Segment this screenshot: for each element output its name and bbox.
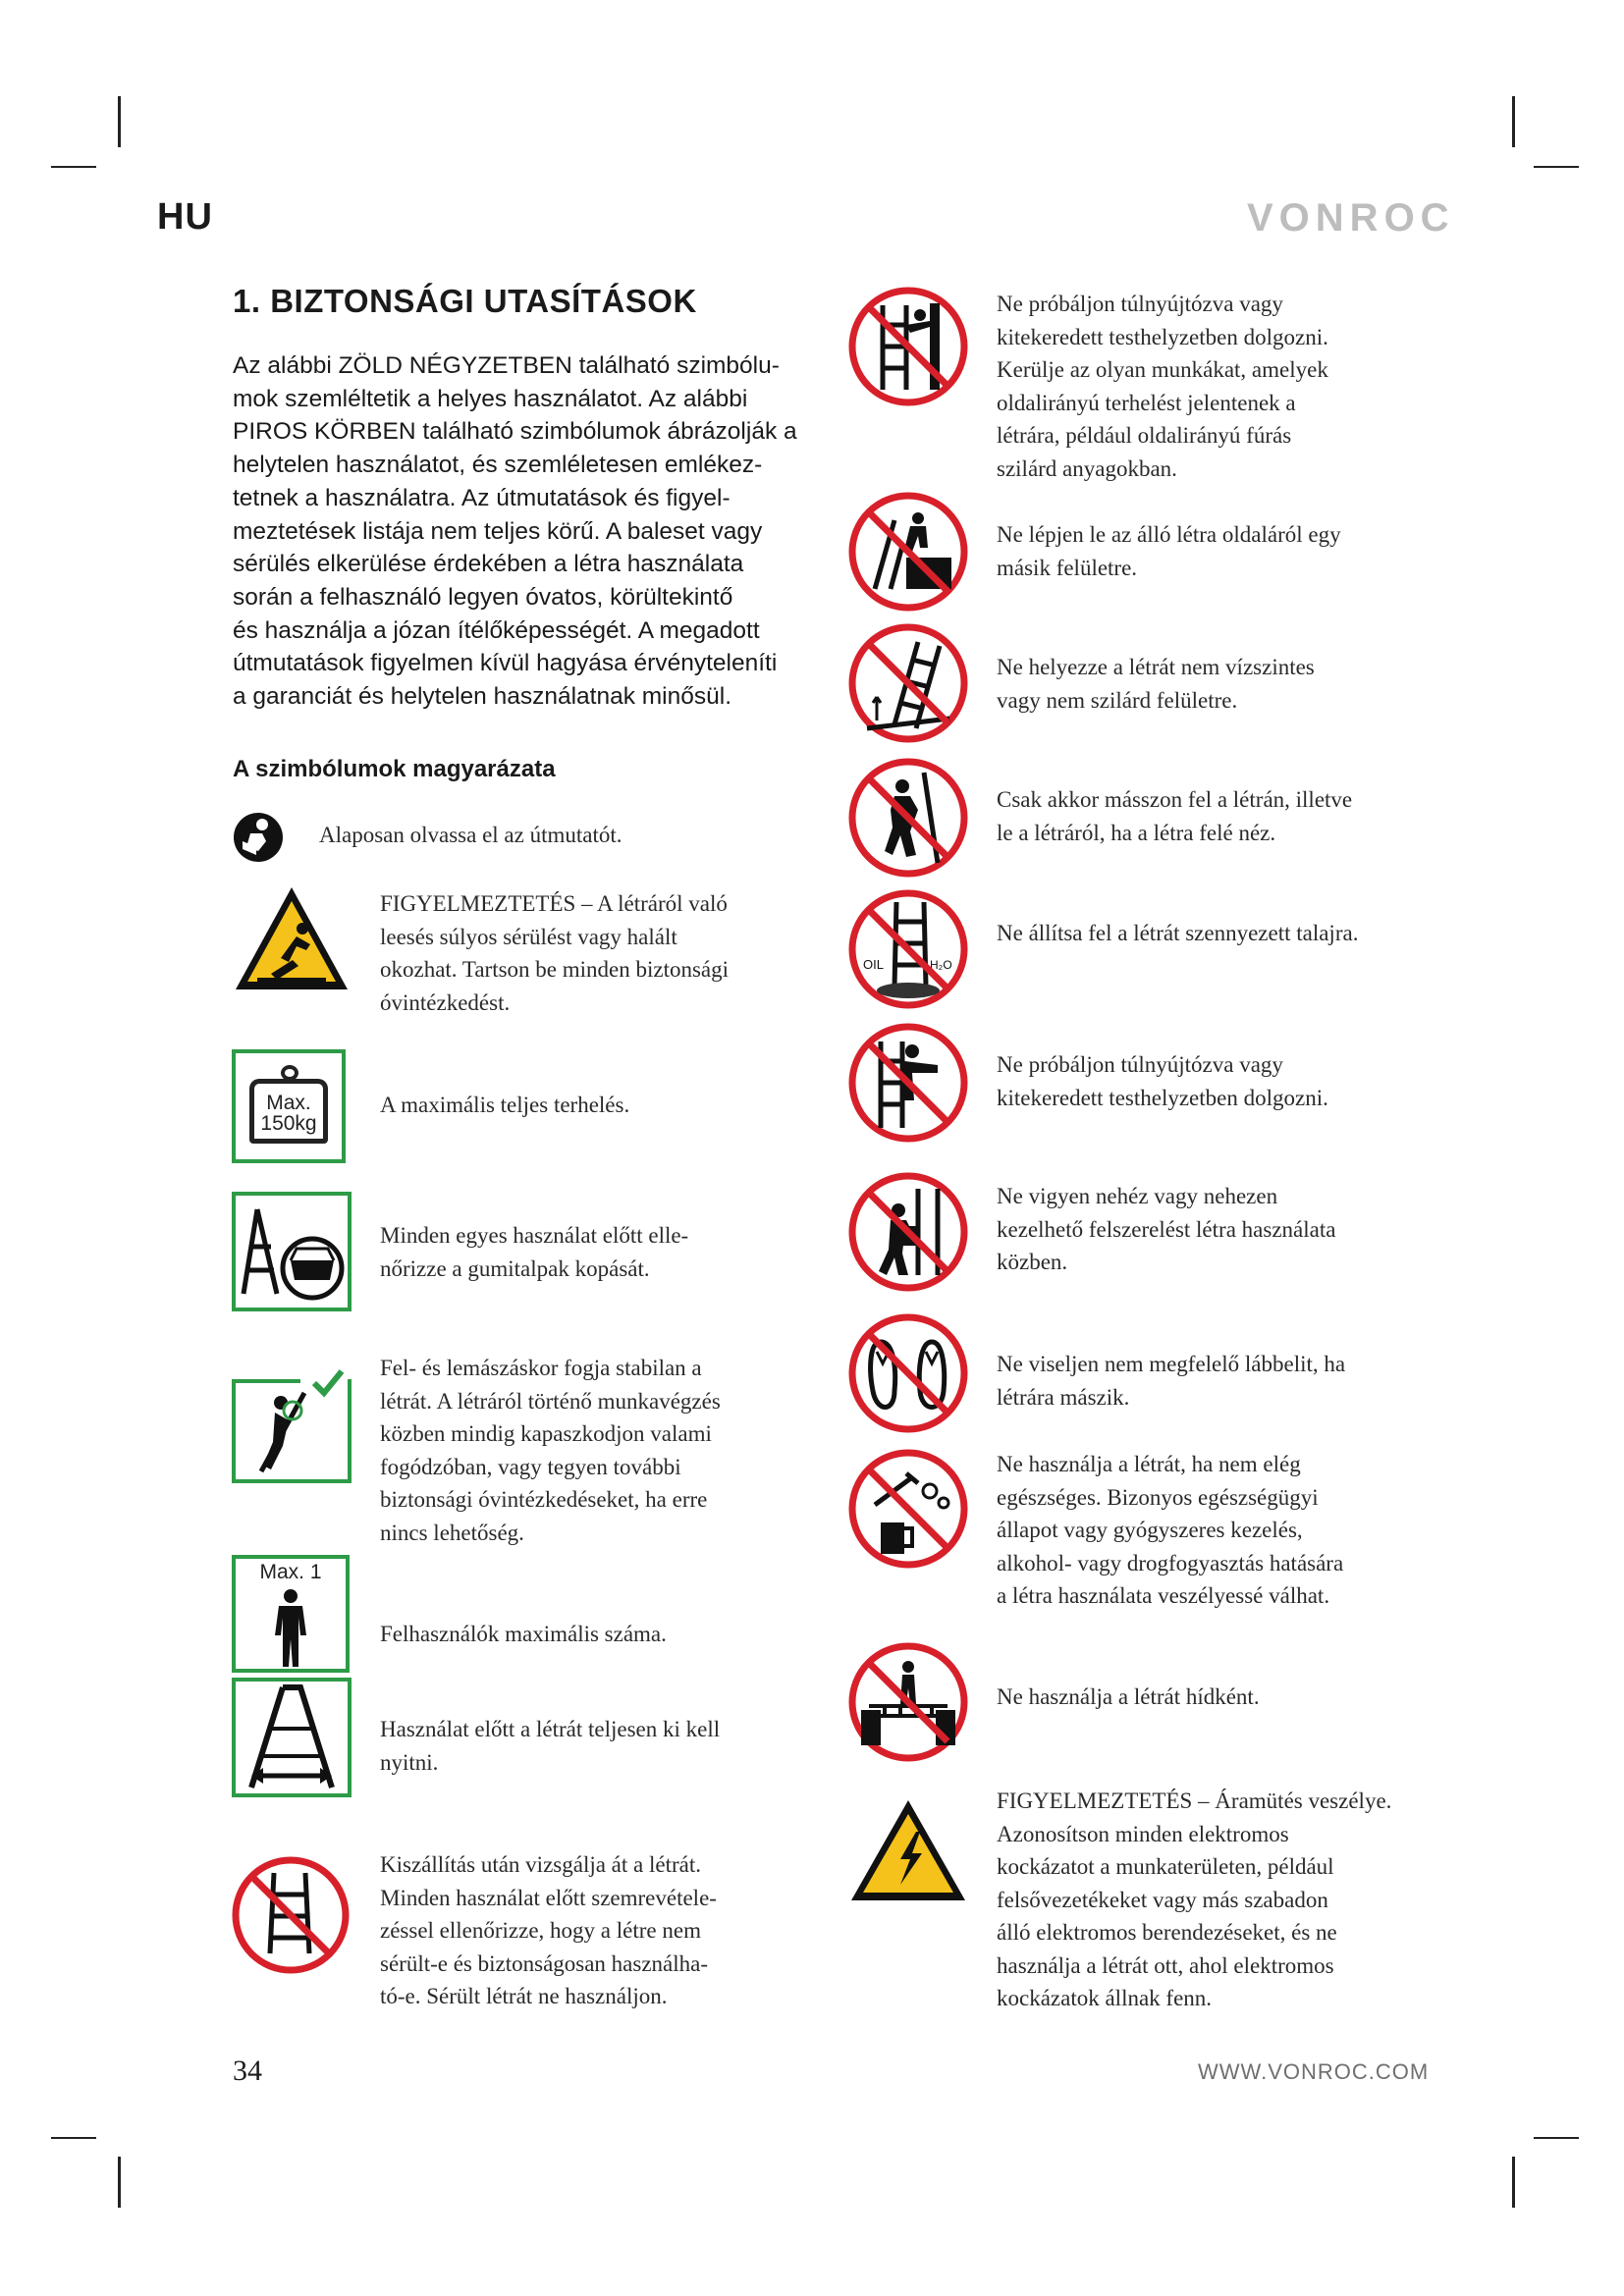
open-ladder-fully-icon [232,1678,352,1797]
crop-mark [1512,2157,1515,2208]
symbol-text-no-overreach: Ne próbáljon túlnyújtózva vagy kitekeredett testhelyzetben dolgozni. [997,1052,1328,1110]
read-manual-icon [233,812,284,863]
face-ladder-icon [847,757,969,879]
symbol-text-open-fully: Használat előtt a létrát teljesen ki kell nyitni. [380,1717,721,1775]
max-load-icon [232,1049,346,1163]
symbol-text-max-load: A maximális teljes terhelés. [380,1093,630,1117]
rubber-feet-check-icon [232,1192,352,1311]
no-slippery-ground-icon [847,888,969,1010]
no-overreach-icon [847,1022,969,1144]
no-unsuitable-footwear-icon [847,1312,969,1434]
max-users-label: Max. 1 [259,1561,322,1583]
page-number: 34 [233,2055,262,2087]
crop-mark [118,96,121,147]
symbol-text-no-heavy-equipment: Ne vigyen nehéz vagy nehezen kezelhető felszerelést létra használata közben. [997,1184,1336,1274]
no-heavy-equipment-icon [847,1171,969,1293]
crop-mark [1512,96,1515,147]
website-url: WWW.VONROC.COM [1198,2059,1430,2084]
symbol-text-no-slippery-ground: Ne állítsa fel a létrát szennyezett talajra. [997,921,1359,945]
symbols-heading: A szimbólumok magyarázata [233,756,556,782]
no-overreach-icon [847,286,969,407]
hold-ladder-icon [232,1363,352,1483]
symbol-text-no-drugs-alcohol: Ne használja a létrát, ha nem elég egészséges. Bizonyos egészségügyi állapot vagy gyógyszeres kezelés, alkohol- vagy drogfogyasztás hatására a létra használata veszélyessé válhat. [997,1452,1344,1608]
electric-shock-warning-icon [847,1796,969,1904]
crop-mark [1534,166,1579,168]
fall-warning-icon [232,883,352,993]
crop-mark [118,2157,121,2208]
no-drugs-alcohol-icon [847,1448,969,1570]
max-load-value: 150kg [260,1112,317,1135]
no-side-step-off-icon [847,491,969,613]
max-load-label: Max. [266,1092,311,1114]
symbol-text-face-ladder: Csak akkor másszon fel a létrán, illetve le a létráról, ha a létra felé néz. [997,787,1353,845]
symbol-text-no-overreach-sideload: Ne próbáljon túlnyújtózva vagy kitekeredett testhelyzetben dolgozni. Kerülje az olyan munkákat, amelyek oldalirányú terhelést jelentenek a létrára, például oldalirányú fúrás szilárd anyagokban. [997,292,1328,481]
crop-mark [51,166,96,168]
crop-mark [1534,2137,1579,2139]
max-users-icon [232,1555,350,1673]
brand-logo: VONROC [1247,196,1455,240]
no-uneven-surface-icon [847,622,969,744]
intro-paragraph: Az alábbi ZÖLD NÉGYZETBEN található szimbólu- mok szemléltetik a helyes használatot. Az alábbi PIROS KÖRBEN található szimbólumok ábrázolják a helytelen használatot, és szemléletesen emlékez- tetnek a használatra. Az útmutatások és figyel- meztetések listája nem teljes körű. A baleset vagy sérülés elkerülése érdekében a létra használata során a felhasználó legyen óvatos, körültekintő és használja a józan ítélőképességét. A megadott útmutatások figyelmen kívül hagyása érvényteleníti a garanciát és helytelen használatnak minősül. [233,352,797,711]
water-label: H₂O [930,958,952,972]
symbol-text-no-bridge: Ne használja a létrát hídként. [997,1684,1260,1709]
symbol-text-fall-warning: FIGYELMEZTETÉS – A létráról való leesés súlyos sérülést vagy halált okozhat. Tartson be minden biztonsági óvintézkedést. [380,891,730,1015]
symbol-text-no-unsuitable-footwear: Ne viseljen nem megfelelő lábbelit, ha létrára mászik. [997,1352,1346,1410]
symbol-text-no-uneven-surface: Ne helyezze a létrát nem vízszintes vagy nem szilárd felületre. [997,655,1315,713]
symbol-text-max-users: Felhasználók maximális száma. [380,1622,667,1646]
oil-label: OIL [863,957,884,972]
symbol-text-hold-ladder: Fel- és lemászáskor fogja stabilan a létrát. A létráról történő munkavégzés közben mindig kapaszkodjon valami fogódzóban, vagy tegyen további biztonsági óvintézkedéseket, ha erre nincs lehetőség. [380,1356,721,1545]
symbol-text-rubber-feet: Minden egyes használat előtt elle- nőrizze a gumitalpak kopását. [380,1223,689,1281]
language-code: HU [157,196,213,238]
symbol-text-read-manual: Alaposan olvassa el az útmutatót. [319,823,623,847]
symbol-text-damaged-ladder: Kiszállítás után vizsgálja át a létrát. Minden használat előtt szemrevétele- zéssel ellenőrizze, hogy a létre nem sérült-e és biztonságosan használha- tó-e. Sérült létrát ne használjon. [380,1852,717,2008]
no-bridge-use-icon [847,1641,969,1763]
damaged-ladder-icon [231,1855,351,1975]
section-title: 1. BIZTONSÁGI UTASÍTÁSOK [233,283,697,319]
symbol-text-no-side-step-off: Ne lépjen le az álló létra oldaláról egy másik felületre. [997,522,1341,580]
symbol-text-electric-warning: FIGYELMEZTETÉS – Áramütés veszélye. Azonosítson minden elektromos kockázatot a munkaterületen, például felsővezetékeket vagy más szabadon álló elektromos berendezéseket, és ne használja a létrát ott, ahol elektromos kockázatok állnak fenn. [997,1789,1392,2010]
crop-mark [51,2137,96,2139]
